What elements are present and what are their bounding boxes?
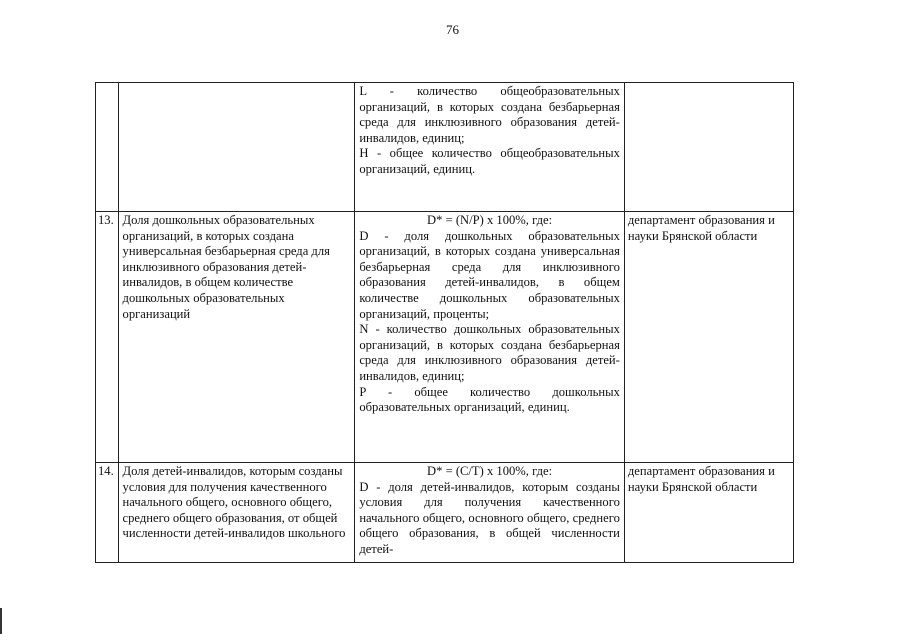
formula-paragraph: D - доля дошкольных образовательных организаций, в которых создана универсальная безбарьерная среда для инклюзивного образования детей-инвалидов, в общем количестве дошкольных образовательных организаций, проценты; xyxy=(359,228,620,321)
formula-expression: D* = (C/T) х 100%, где: xyxy=(427,464,553,478)
scan-edge-mark xyxy=(0,608,2,634)
formula-expression: D* = (N/P) х 100%, где: xyxy=(427,213,553,227)
formula-paragraph: L - количество общеобразовательных организаций, в которых создана безбарьерная среда для инклюзивного образования детей-инвалидов, единиц; xyxy=(359,84,620,145)
formula-paragraph: H - общее количество общеобразовательных организаций, единиц. xyxy=(359,146,620,176)
indicators-table xyxy=(95,82,794,563)
formula-cell xyxy=(355,83,625,212)
formula-cell xyxy=(355,463,625,563)
formula-paragraph: D - доля детей-инвалидов, которым созданы условия для получения качественного начального общего, основного общего, среднего общего образования, в общей численности детей- xyxy=(359,479,620,556)
indicator-name xyxy=(118,83,355,212)
row-number: 13. xyxy=(96,212,119,463)
responsible-department: департамент образования и науки Брянской области xyxy=(624,463,793,563)
formula-paragraph: N - количество дошкольных образовательных организаций, в которых создана безбарьерная среда для инклюзивного образования детей-инвалидов, единиц; xyxy=(359,322,620,383)
table-row xyxy=(96,83,794,212)
responsible-department: департамент образования и науки Брянской области xyxy=(624,212,793,463)
indicator-name: Доля дошкольных образовательных организаций, в которых создана универсальная безбарьерная среда для инклюзивного образования детей-инвалидов, в общем количестве дошкольных образовательных организаций xyxy=(118,212,355,463)
table-row xyxy=(96,463,794,563)
responsible-department xyxy=(624,83,793,212)
row-number: 14. xyxy=(96,463,119,563)
row-number xyxy=(96,83,119,212)
indicator-name: Доля детей-инвалидов, которым созданы условия для получения качественного начального общего, основного общего, среднего общего образования, от общей численности детей-инвалидов школьного xyxy=(118,463,355,563)
formula-paragraph: P - общее количество дошкольных образовательных организаций, единиц. xyxy=(359,384,620,415)
page-number: 76 xyxy=(446,22,459,37)
table-row xyxy=(96,212,794,463)
formula-cell xyxy=(355,212,625,463)
